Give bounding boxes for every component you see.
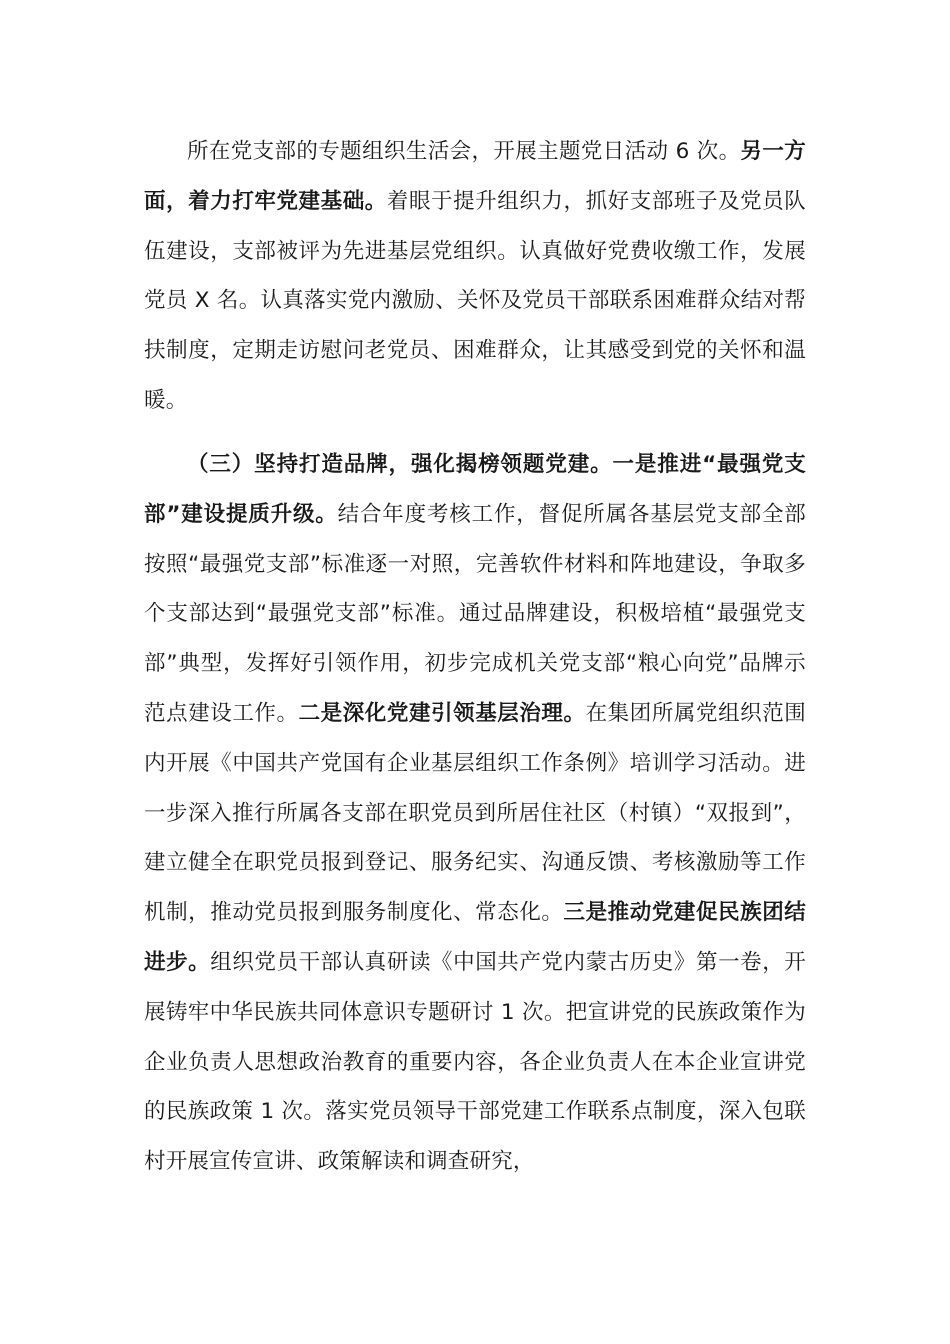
paragraph [144,127,806,426]
text-run: 所在党支部的专题组织生活会，开展主题党日活动 6 次。 [187,139,741,164]
text-run: 组织党员干部认真研读《中国共产党内蒙古历史》第一卷，开展铸牢中华民族共同体意识专题研讨 1 次。把宣讲党的民族政策作为企业负责人思想政治教育的重要内容，各企业负责人在本企业宣讲党的民族政策 1 次。落实党员领导干部党建工作联系点制度，深入包联村开展宣传宣讲、政策解读和调查研究， [144,949,807,1175]
bold-text-run: 二是深化党建引领基层治理。 [298,700,586,726]
paragraph [144,440,806,1187]
section-heading-run: （三）坚持打造品牌，强化揭榜领题党建。一是推进“最强党支部”建设提质升级。 [144,452,806,527]
body-paragraph-1 [144,127,806,426]
text-run: 结合年度考核工作，督促所属各基层党支部全部按照“最强党支部”标准逐一对照，完善软件材料和阵地建设，争取多个支部达到“最强党支部”标准。通过品牌建设，积极培植“最强党支部”典型，发挥好引领作用，初步完成机关党支部“粮心向党”品牌示范点建设工作。 [144,501,807,726]
bold-text-run: 三是推动党建促民族团结进步。 [144,900,806,975]
text-run: 在集团所属党组织范围内开展《中国共产党国有企业基层组织工作条例》培训学习活动。进一步深入推行所属各支部在职党员到所居住社区（村镇）“双报到”，建立健全在职党员报到登记、服务纪实、沟通反馈、考核激励等工作机制，推动党员报到服务制度化、常态化。 [144,700,806,926]
text-run: 着眼于提升组织力，抓好支部班子及党员队伍建设，支部被评为先进基层党组织。认真做好党费收缴工作，发展党员 X 名。认真落实党内激励、关怀及党员干部联系困难群众结对帮扶制度，定期走访慰问老党员、困难群众，让其感受到党的关怀和温暖。 [144,188,806,413]
body-paragraph-2 [144,440,806,1187]
bold-text-run: 另一方面，着力打牢党建基础。 [144,139,806,214]
